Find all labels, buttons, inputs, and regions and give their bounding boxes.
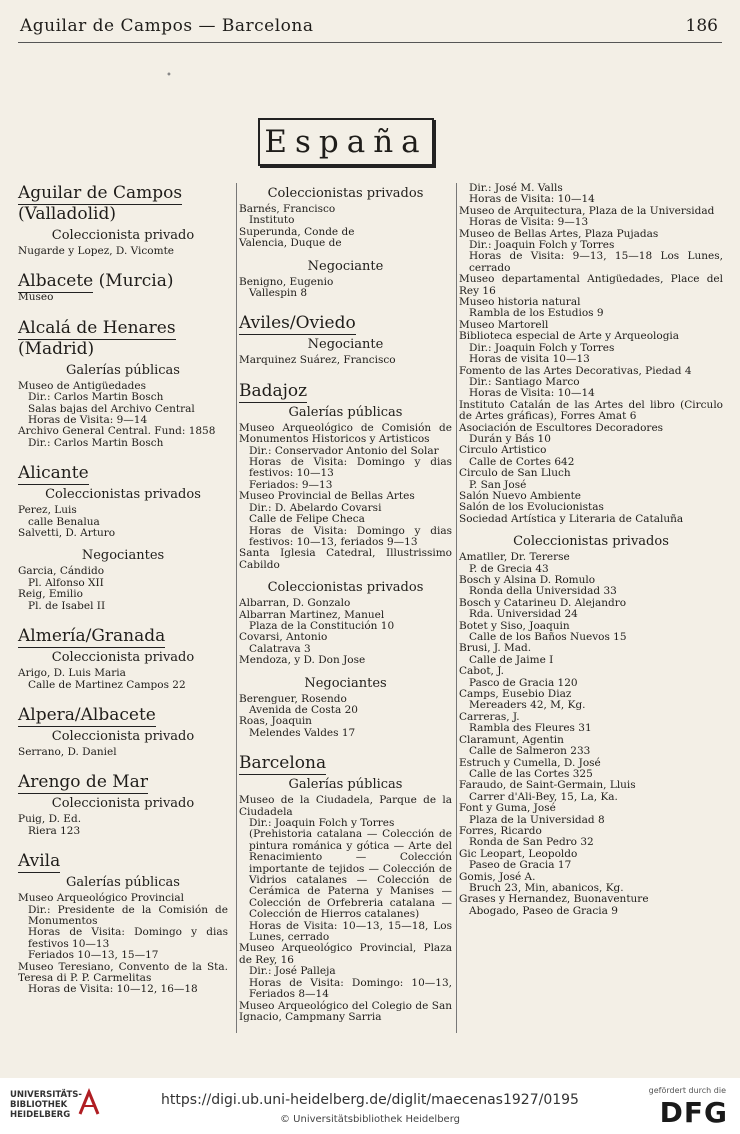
- category-heading: Coleccionista privado: [51, 728, 195, 744]
- country-title: España: [258, 118, 434, 166]
- place-name: Aviles/Oviedo: [239, 313, 356, 334]
- place-heading: [18, 318, 228, 339]
- place-heading: [18, 271, 228, 292]
- funder-note: gefördert durch die: [648, 1086, 726, 1095]
- list-item: Salvetti, D. Arturo: [18, 527, 116, 540]
- category-heading: Negociantes: [81, 548, 165, 564]
- list-item: Gic Leopart, Leopoldo: [459, 847, 578, 860]
- place-heading: [18, 626, 228, 647]
- permalink[interactable]: https://digi.ub.uni-heidelberg.de/diglit/maecenas1927/0195: [161, 1092, 579, 1108]
- list-item: Asociación de Escultores Decoradores: [459, 421, 664, 434]
- list-item-detail: P. San José: [469, 478, 527, 491]
- list-item: Salón de los Evolucionistas: [459, 501, 604, 514]
- copyright-note: © Universitätsbibliothek Heidelberg: [279, 1114, 460, 1125]
- list-item: Museo de Bellas Artes, Plaza Pujadas: [459, 227, 659, 240]
- list-item: Museo de la Ciudadela, Parque de la Ciudadela: [239, 794, 452, 818]
- list-item-detail: Horas de Visita: 10—14: [469, 387, 595, 400]
- list-item-detail: Calle de los Baños Nuevos 15: [469, 631, 627, 644]
- list-item: Forres, Ricardo: [459, 824, 542, 837]
- list-item-detail: Durán y Bás 10: [469, 432, 551, 445]
- list-item: Museo historia natural: [459, 296, 581, 309]
- list-item: Brusi, J. Mad.: [459, 642, 532, 655]
- category-heading: Coleccionistas privados: [267, 186, 424, 201]
- list-item-detail: Calle de Salmeron 233: [469, 745, 591, 758]
- list-item: Museo Teresiano, Convento de la Sta. Teresa di P. P. Carmelitas: [18, 960, 228, 984]
- list-item: Benigno, Eugenio: [239, 275, 334, 288]
- category-heading: Negociante: [307, 337, 384, 353]
- list-item: Sociedad Artística y Literaria de Cataluña: [459, 512, 684, 525]
- list-item-detail: Dir.: Joaquin Folch y Torres: [469, 341, 615, 354]
- list-item: Circulo de San Lluch: [459, 467, 571, 480]
- list-item: Faraudo, de Saint-Germain, Lluis: [459, 779, 636, 792]
- list-item: Claramunt, Agentin: [459, 733, 564, 746]
- list-item-detail: Paseo de Gracia 17: [469, 859, 572, 872]
- list-item-detail: Pasco de Gracia 120: [469, 676, 578, 689]
- category-heading: Coleccionista privado: [51, 228, 195, 243]
- list-item-detail: Horas de Visita: 10—12, 16—18: [28, 983, 198, 996]
- list-item-detail: Calle de Martinez Campos 22: [28, 678, 186, 691]
- list-item: Albarran, D. Gonzalo: [239, 597, 351, 610]
- place-region: (Madrid): [18, 338, 95, 359]
- list-item: Cabot, J.: [459, 665, 504, 678]
- print-speck: •: [166, 70, 172, 81]
- list-item-detail: Dir.: Carlos Martin Bosch: [28, 436, 164, 449]
- list-item-detail: Horas de Visita: 9—14: [28, 414, 148, 427]
- list-item: Carreras, J.: [459, 710, 520, 723]
- list-item: Puig, D. Ed.: [18, 813, 82, 826]
- place-heading: [18, 183, 228, 204]
- list-item: Berenguer, Rosendo: [239, 692, 347, 705]
- place-name: Aguilar de Campos: [18, 183, 183, 203]
- list-item-detail: Calle de Jaime I: [469, 653, 554, 666]
- list-item-detail: Pl. de Isabel II: [28, 599, 106, 612]
- list-item: Museo de Arquitectura, Plaza de la Universidad: [459, 204, 715, 217]
- list-item: Font y Guma, José: [459, 802, 556, 815]
- list-item-detail: Horas de Visita: Domingo y dias festivos 10—13: [28, 926, 228, 950]
- place-name: Barcelona: [239, 753, 327, 774]
- place-heading: [239, 381, 452, 402]
- list-item-detail: Carrer d'Ali-Bey, 15, La, Ka.: [469, 790, 618, 803]
- list-item: Bosch y Catarineu D. Alejandro: [459, 596, 627, 609]
- list-item-detail: (Prehistoria catalana — Colección de pintura románica y gótica — Arte del Renacimiento — Colección importante de tejidos — Colección de Vidrios catalanes — Colección de Cerámica de Paterna y Manises — Colección de Orfebreria catalana — Colección de Hierros catalanes): [249, 828, 452, 921]
- category-heading: Galerías públicas: [288, 404, 403, 420]
- list-item-detail: Rambla de los Estudios 9: [469, 307, 604, 320]
- list-item: Biblioteca especial de Arte y Arqueologia: [459, 330, 680, 343]
- list-item-detail: Avenida de Costa 20: [249, 703, 358, 716]
- list-item-detail: Calle de las Cortes 325: [469, 767, 593, 780]
- place-name: Almería/Granada: [18, 626, 166, 647]
- list-item: Museo Arqueológico Provincial: [18, 892, 185, 905]
- list-item-detail: Dir.: José Palleja: [249, 965, 336, 978]
- list-item: Albarran Martinez, Manuel: [239, 608, 385, 621]
- list-item: Museo Arqueológico de Comisión de Monumentos Historicos y Artisticos: [239, 421, 452, 446]
- list-item: Garcia, Cándido: [18, 565, 105, 578]
- category-heading: Galerías públicas: [66, 362, 180, 378]
- list-item: Camps, Eusebio Diaz: [459, 688, 572, 701]
- place-name: Badajoz: [239, 380, 308, 401]
- list-item: Museo Provincial de Bellas Artes: [239, 490, 415, 503]
- list-item-detail: Plaza de la Universidad 8: [469, 813, 605, 826]
- list-item-detail: Dir.: Conservador Antonio del Solar: [249, 444, 439, 457]
- list-item-detail: Calle de Cortes 642: [469, 455, 575, 468]
- category-heading: Galerías públicas: [288, 777, 403, 793]
- list-item-detail: Ronda de San Pedro 32: [469, 836, 594, 849]
- list-item-detail: Rambla des Fleures 31: [469, 722, 592, 735]
- column-right: [456, 183, 723, 1033]
- place-heading: [18, 463, 228, 484]
- list-item-detail: Horas de Visita: 9—13: [469, 216, 589, 229]
- library-logo[interactable]: UNIVERSITÄTS- BIBLIOTHEK HEIDELBERG: [10, 1090, 82, 1120]
- column-left: [18, 183, 228, 996]
- column-middle: [236, 183, 452, 1033]
- place-name: Avila: [18, 851, 61, 872]
- list-item-detail: Horas de Visita: Domingo y dias festivos: 10—13, feriados 9—13: [249, 524, 452, 548]
- list-item-detail: Mereaders 42, M, Kg.: [469, 699, 586, 712]
- place-name: Alcalá de Henares: [18, 317, 176, 338]
- list-item-detail: calle Benalua: [28, 515, 100, 528]
- list-item-detail: Feriados: 9—13: [249, 478, 333, 491]
- list-item: Valencia, Duque de: [239, 237, 342, 250]
- list-item: Botet y Siso, Joaquin: [459, 619, 570, 632]
- list-item: Bosch y Alsina D. Romulo: [459, 574, 596, 586]
- place-heading: [18, 772, 228, 793]
- list-item: Arigo, D. Luis Maria: [18, 667, 126, 680]
- list-item-detail: Dir.: Joaquin Folch y Torres: [249, 817, 395, 829]
- list-item-detail: Dir.: José M. Valls: [469, 182, 563, 194]
- list-item: Museo departamental Antigüedades, Place del Rey 16: [459, 273, 723, 297]
- list-item-detail: Dir.: D. Abelardo Covarsi: [249, 501, 382, 514]
- list-item-detail: Horas de Visita: 10—14: [469, 193, 595, 206]
- category-heading: Negociantes: [304, 675, 387, 691]
- list-item-detail: Dir.: Joaquin Folch y Torres: [469, 239, 615, 252]
- list-item-detail: Horas de visita 10—13: [469, 353, 590, 366]
- place-name: Arengo de Mar: [18, 772, 148, 793]
- list-item: Estruch y Cumella, D. José: [459, 756, 601, 769]
- list-item: Marquinez Suárez, Francisco: [239, 354, 396, 367]
- list-item: Nugarde y Lopez, D. Vicomte: [18, 245, 174, 257]
- list-item: Roas, Joaquin: [239, 715, 312, 728]
- list-item-detail: Horas de Visita: 10—13, 15—18, Los Lunes, cerrado: [249, 919, 452, 944]
- list-item: Covarsi, Antonio: [239, 631, 328, 644]
- list-item-detail: Feriados 10—13, 15—17: [28, 949, 159, 962]
- list-item-detail: Calle de Felipe Checa: [249, 513, 365, 526]
- list-item: Gomis, José A.: [459, 870, 536, 883]
- list-item-detail: Bruch 23, Min, abanicos, Kg.: [469, 881, 624, 894]
- category-heading: Galerías públicas: [66, 875, 180, 891]
- list-item-detail: Ronda della Universidad 33: [469, 585, 617, 598]
- place-name: Alicante: [18, 463, 89, 484]
- list-item-detail: Calatrava 3: [249, 642, 311, 655]
- list-item: Archivo General Central. Fund: 1858: [18, 425, 216, 438]
- list-item-detail: Riera 123: [28, 824, 81, 837]
- list-item-detail: P. de Grecia 43: [469, 562, 549, 575]
- list-item: Reig, Emilio: [18, 588, 83, 601]
- running-header: Aguilar de Campos — Barcelona: [20, 16, 314, 36]
- list-item-detail: Horas de Visita: Domingo y dias festivos: 10—13: [249, 456, 452, 480]
- page-number: 186: [685, 16, 718, 36]
- place-name: Alpera/Albacete: [18, 704, 156, 725]
- list-item: Instituto Catalán de las Artes del libro (Circulo de Artes gráficas), Forres Amat 6: [459, 398, 723, 423]
- list-item: Santa Iglesia Catedral, Illustrissimo Cabildo: [239, 547, 452, 571]
- list-item-detail: Dir.: Presidente de la Comisión de Monumentos: [28, 903, 228, 927]
- list-item: Mendoza, y D. Don Jose: [239, 654, 366, 667]
- category-heading: Coleccionistas privados: [267, 580, 424, 596]
- list-item: Grases y Hernandez, Buonaventure: [459, 893, 649, 906]
- list-item-detail: Horas de Visita: Domingo: 10—13, Feriados 8—14: [249, 976, 452, 1001]
- header-rule: [18, 42, 722, 43]
- list-item: Superunda, Conde de: [239, 225, 355, 238]
- list-item-detail: Dir.: Carlos Martin Bosch: [28, 391, 164, 404]
- category-heading: Coleccionista privado: [51, 796, 195, 812]
- list-item-detail: Salas bajas del Archivo Central: [28, 402, 195, 415]
- list-item-detail: Instituto: [249, 214, 295, 227]
- category-heading: Coleccionista privado: [51, 650, 195, 666]
- list-item-detail: Pl. Alfonso XII: [28, 576, 104, 589]
- list-item: Museo Martorell: [459, 318, 549, 331]
- list-item-detail: Melendes Valdes 17: [249, 726, 356, 739]
- list-item: Salón Nuevo Ambiente: [459, 489, 582, 502]
- list-item-detail: Dir.: Santiago Marco: [469, 375, 580, 388]
- list-item: Museo Arqueológico Provincial, Plaza de Rey, 16: [239, 942, 452, 966]
- list-item: Circulo Artistico: [459, 444, 547, 457]
- category-heading: Coleccionistas privados: [45, 487, 201, 503]
- list-item: Serrano, D. Daniel: [18, 745, 117, 758]
- category-heading: Negociante: [307, 258, 384, 274]
- category-heading: Coleccionistas privados: [513, 534, 669, 550]
- list-item-detail: Rda. Universidad 24: [469, 608, 578, 621]
- place-region: (Murcia): [93, 271, 174, 292]
- list-item: Museo: [18, 291, 54, 304]
- list-item-detail: Horas de Visita: 9—13, 15—18 Los Lunes, cerrado: [469, 250, 723, 274]
- list-item-detail: Abogado, Paseo de Gracia 9: [469, 904, 618, 917]
- list-item: Barnés, Francisco: [239, 203, 336, 215]
- place-heading: [18, 851, 228, 872]
- list-item-detail: Vallespin 8: [249, 287, 308, 300]
- place-region: (Valladolid): [18, 204, 116, 224]
- place-heading: [18, 705, 228, 726]
- place-heading: [239, 313, 452, 334]
- list-item: Amatller, Dr. Tererse: [459, 551, 570, 564]
- place-heading: [239, 753, 452, 774]
- place-name: Albacete: [18, 271, 94, 292]
- list-item: Museo de Antigüedades: [18, 379, 146, 392]
- list-item: Museo Arqueológico del Colegio de San Ignacio, Campmany Sarria: [239, 999, 452, 1023]
- viewer-footer: [0, 1078, 740, 1134]
- list-item: Fomento de las Artes Decorativas, Piedad 4: [459, 364, 692, 377]
- list-item: Perez, Luis: [18, 504, 77, 517]
- dfg-logo[interactable]: DFG: [659, 1096, 728, 1129]
- list-item-detail: Plaza de la Constitución 10: [249, 619, 395, 632]
